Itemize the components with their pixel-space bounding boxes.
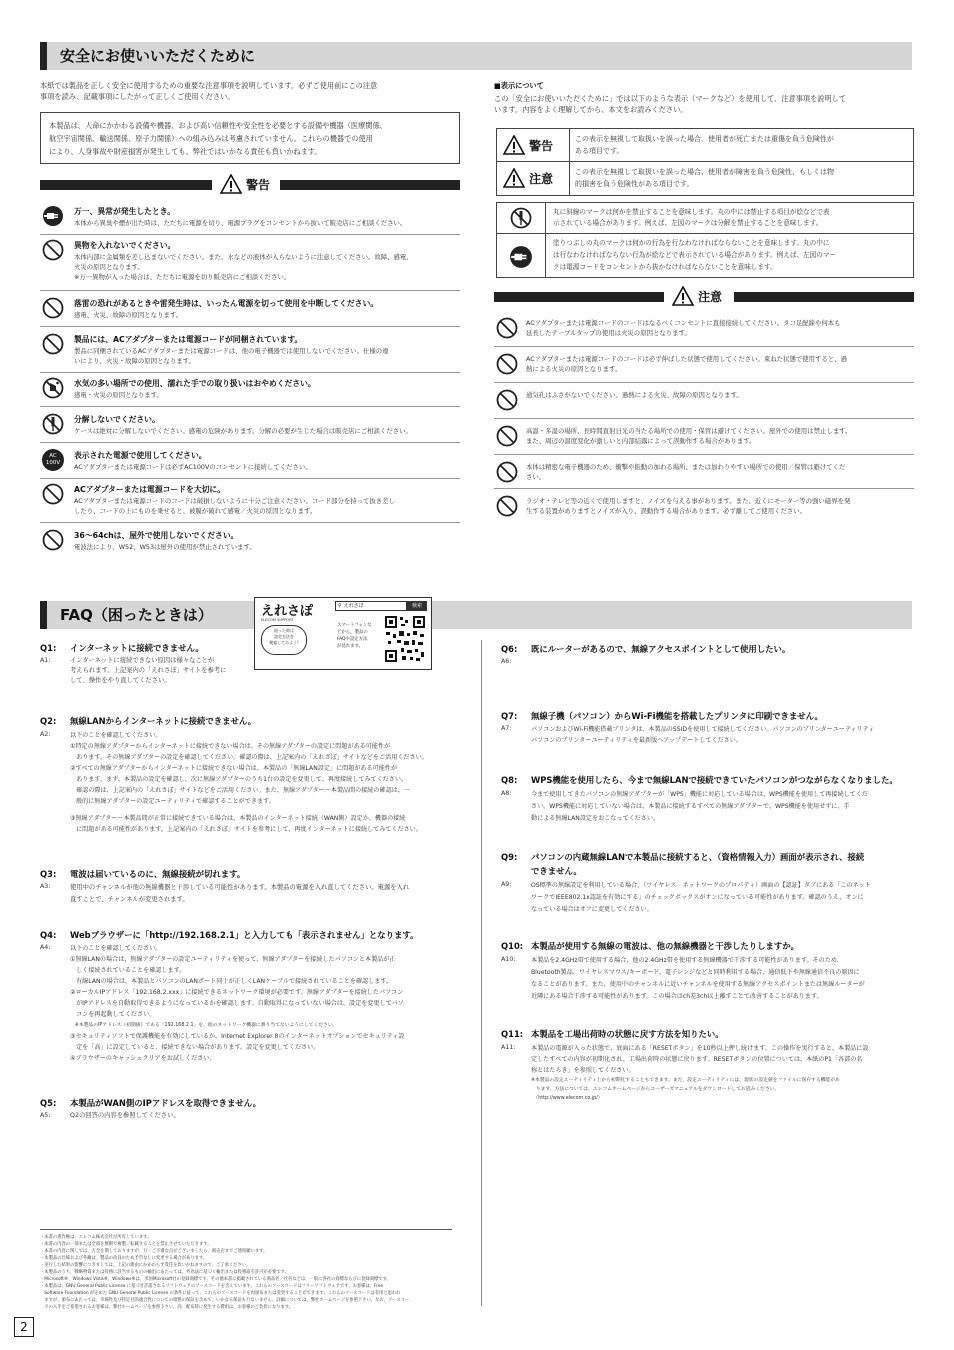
answer-line: Q2の回答の内容を参照してください。 (70, 1112, 180, 1119)
answer-line: Bluetooth製品、ワイヤレスマウス/キーボード、電子レンジなどと同時利用する場合、通信低下や無線通信不良の原因に (531, 969, 860, 976)
faq-question (501, 643, 790, 655)
caution-item (494, 386, 914, 419)
answer-line: して、操作をやり直してください。 (70, 677, 171, 684)
mark-text: 塗りつぶしの丸のマークは何かの行為を行なわなければならないことを意味します。丸の中に (553, 239, 830, 247)
warning-item (40, 480, 460, 523)
bubble-line: 検索してみよう! (269, 640, 299, 645)
answer-number: A1: (40, 657, 51, 664)
warning-text: いにより、火災・故障の原因となります。 (74, 357, 195, 365)
faq-answer (40, 730, 470, 845)
prohibited-icon (496, 461, 518, 483)
answer-line: 定したすべての内容が初期化され、工場出荷時の状態に戻ります。RESETボタンの位置については、本紙のP1「各部の名 (531, 1056, 863, 1063)
mark-text: 示されている場合があります。例えば、左図のマークは分解を禁止することを意味します。 (553, 219, 823, 227)
warning-item (40, 236, 460, 291)
warning-title: 異物を入れないでください。 (74, 241, 176, 250)
warning-title: ACアダプターまたは電源コードを大切に。 (74, 485, 226, 494)
question-number: Q2: (40, 716, 57, 726)
answer-number: A5: (40, 1112, 51, 1119)
question-text: 無線子機（パソコン）からWi-Fi機能を搭載したプリンタに印刷できません。 (531, 711, 823, 721)
footer-line: ・本製品のうち、戦略物資または役務に該当するものの輸出にあたっては、外為法に基づく輸出または役務取引許可が必要です。 (40, 1270, 289, 1275)
prohibited-icon (496, 353, 518, 375)
prohibited-icon (42, 483, 64, 505)
question-text: 本製品を工場出荷時の状態に戻す方法を知りたい。 (531, 1029, 724, 1039)
page-number: 2 (14, 1317, 34, 1337)
faq-answer (40, 882, 470, 908)
caution-text: また、周辺の温度変化が激しいと内部結露によって誤動作する場合があります。 (526, 437, 756, 445)
caution-item (494, 314, 914, 347)
question-text: パソコンの内蔵無線LANで本製品に接続すると、（資格情報入力）画面が表示され、接続 (531, 852, 865, 862)
warning-item (40, 202, 460, 235)
caution-text: ACアダプターまたは電源コードのコードはなるべくコンセントに直接接続してください。タコ足配線や何本も (526, 319, 841, 327)
no-disassembly-icon (42, 413, 64, 435)
side-line: FAQや設定方法 (337, 637, 368, 642)
eresaho-side-text (337, 622, 372, 650)
bubble-line: 困った時は (274, 628, 294, 633)
answer-line: ①無線LANの場合は、無線アダプターの設定ユーティリティを使って、無線アダプターを接続したパソコンと本製品が正 (70, 956, 396, 963)
side-line: が見れます。 (337, 644, 363, 649)
faq-question (40, 1097, 261, 1109)
mark-text: 丸に斜線のマークは何かを禁止することを意味します。丸の中には禁止する項目が絵などで表 (553, 208, 830, 216)
faq-question (501, 850, 864, 878)
answer-line: 定を「高」に設定していると、接続できない場合があります。設定を変更してください。 (70, 1044, 320, 1051)
question-text: 電波は届いているのに、無線接続が切れます。 (70, 869, 246, 879)
warning-text: 製品に同梱されているACアダプターまたは電源コードは、他の電子機器では使用しないでください。仕様の違 (74, 347, 389, 355)
question-number: Q5: (40, 1098, 57, 1108)
faq-answer (501, 880, 913, 916)
warning-header-label: 警告 (246, 178, 271, 192)
prohibited-icon (42, 297, 64, 319)
warning-item (40, 410, 460, 443)
eresaho-bubble (261, 625, 307, 655)
footer-line: ・実行した結果の影響につきましては、上記の理由にかかわらず責任を負いかねますので、ご了承ください。 (40, 1263, 251, 1268)
question-text: インターネットに接続できません。 (70, 643, 204, 653)
warning-title: 分解しないでください。 (74, 415, 160, 424)
answer-line: 以下のことを確認してください。 (70, 945, 162, 952)
caution-header-label: 注意 (698, 290, 723, 304)
faq-answer (501, 1043, 913, 1107)
question-number: Q8: (501, 775, 518, 785)
question-number: Q1: (40, 643, 57, 653)
caution-text: ラジオ・テレビ等の近くで使用しますと、ノイズを与える事があります。また、近くにモーター等の強い磁界を発 (526, 497, 851, 505)
warning-triangle-icon (220, 174, 242, 194)
answer-line: 使用中のチャンネルが他の無線機器と干渉している可能性があります。本製品の電源を入れ直してください。電源を入れ (70, 884, 410, 891)
notice-line: 航空宇宙関係、輸送関係、原子力関係）への組み込みは考慮されていません。これらの機器での使用 (49, 134, 373, 143)
side-line: スマートフォンな (337, 623, 372, 628)
safety-section-header (40, 42, 912, 70)
warning-text: ACアダプターまたは電源コードは必ずAC100Vのコンセントに接続してください。 (74, 463, 312, 471)
display-intro (494, 93, 919, 115)
warning-text: ACアダプターまたは電源コードのコードは破損しないように十分ご注意ください。コード部分を持って抜き差し (74, 497, 395, 505)
answer-line: に問題がある可能性があります。上記案内の「えれさぽ」サイトを参考にして、再度インターネットに接続してみてください。 (70, 826, 422, 833)
caution-header-bar-left (494, 292, 664, 302)
answer-line: コンを再起動してください。 (70, 1011, 156, 1018)
answer-number: A7: (501, 725, 512, 732)
answer-number: A4: (40, 944, 51, 951)
answer-number: A11: (501, 1044, 516, 1051)
question-number: Q4: (40, 930, 57, 940)
answer-line: ③セキュリティソフトで保護機能を有効にしているか、Internet Explorer 8のインターネットオプションでセキュリティ設 (70, 1033, 405, 1040)
level-text: ある項目です。 (575, 147, 624, 155)
faq-question (40, 642, 204, 654)
footer-line: ・本書の内容に関しては、万全を期しておりますが、万一ご不審な点がございましたら、販売店までご連絡願います。 (40, 1249, 268, 1254)
level-table (496, 128, 914, 196)
answer-line: 本製品の電源が入った状態で、底面にある「RESETボタン」を10秒以上押し続けます。この操作を実行すると、本製品に設 (531, 1045, 869, 1052)
ac100v-icon (42, 449, 64, 471)
warning-item (40, 330, 460, 373)
level-text: この表示を無視して取扱いを誤った場合、使用者が死亡または重傷を負う危険性が (575, 135, 834, 143)
faq-answer (40, 943, 470, 1073)
question-text-cont: できません。 (531, 866, 582, 876)
prohibited-icon (42, 239, 64, 261)
display-intro-line: います。内容をよく理解してから、本文をお読みください。 (494, 105, 688, 114)
no-wet-hands-icon (42, 377, 64, 399)
warning-text: 本体内部に金属類を差し込まないでください。また、水などの液体が入らないように注意してください。故障、感電、 (74, 253, 413, 261)
answer-line: あります。その無線アダプターの設定を確認してください。確認の際は、上記案内の「えれさぽ」サイトなどをご活用ください。 (70, 754, 428, 761)
intro-line: 事項を読み、記載事項にしたがって正しくご使用ください。 (40, 92, 235, 101)
question-number: Q6: (501, 644, 518, 654)
faq-question (501, 774, 898, 786)
caution-item (494, 492, 914, 522)
warning-title: 落雷の恐れがあるときや雷発生時は、いったん電源を切って使用を中断してください。 (74, 299, 379, 308)
caution-text: 延長したテーブルタップの使用は火災の原因となります。 (526, 329, 691, 337)
answer-line: ①特定の無線アダプターからインターネットに接続できない場合は、その無線アダプターの設定に問題がある可能性が (70, 743, 391, 750)
warning-title: 表示された電源で使用してください。 (74, 451, 207, 460)
footer-line: ・本製品の仕様および外観は、製品の改良のため予告なしに変更する場合があります。 (40, 1256, 208, 1261)
answer-number: A3: (40, 883, 51, 890)
faq-answer (40, 656, 250, 696)
display-heading: ■表示について (494, 81, 544, 90)
warning-triangle-icon (503, 135, 525, 155)
ac100v-icon-bottom: 100V (45, 460, 61, 466)
question-text: 既にルーターがあるので、無線アクセスポイントとして使用したい。 (531, 644, 791, 654)
header-block-mark (40, 42, 47, 70)
faq-answer (501, 657, 911, 669)
prohibited-icon (42, 333, 64, 355)
level-label-caution: 注意 (529, 172, 554, 186)
level-text: 的損害を負う危険性がある項目です。 (575, 180, 694, 188)
answer-line: ります。方法については、エレコムホームページからユーザーズマニュアルをダウンロードしてお読みください。 (531, 1087, 780, 1092)
display-intro-line: この「安全にお使いいただくために」では以下のような表示（マークなど）を使用して、注意事項を説明して (494, 94, 847, 103)
answer-number: A8: (501, 790, 512, 797)
answer-number: A10: (501, 956, 516, 963)
answer-line: 本製品を2.4GHz帯で使用する場合、他の2.4GHz帯を使用する無線機器で干渉する可能性があります。そのため、 (531, 957, 843, 964)
caution-text: 高温・多湿の場所、長時間直射日光の当たる場所での使用・保管は避けてください。屋外での使用は禁止します。 (526, 427, 852, 435)
warning-text: ケースは絶対に分解しないでください。感電の危険があります。分解の必要が生じた場合は販売店にご相談ください。 (74, 427, 412, 435)
faq-title: FAQ（困ったときは） (60, 606, 213, 624)
warning-header-bar-right (280, 180, 460, 190)
answer-line: 確認の際は、上記案内の「えれさぽ」サイトなどをご活用ください。また、無線アダプター～本製品間の接続の確認は、一 (70, 787, 410, 794)
faq-answer (501, 724, 913, 748)
level-label-warning: 警告 (529, 139, 554, 153)
answer-line: 般的に無線アダプターの設定ユーティリティで確認することができます。 (70, 798, 275, 805)
answer-number: A9: (501, 881, 512, 888)
notice-line: により、人身事故や財産損害が発生しても、弊社ではいかなる責任も負いかねます。 (49, 147, 322, 156)
warning-text: 本体から異臭や煙が出た時は、ただちに電源を切り、電源プラグをコンセントから抜いて販売店にご相談ください。 (74, 219, 407, 227)
question-number: Q11: (501, 1029, 524, 1039)
question-number: Q10: (501, 941, 524, 951)
faq-answer (501, 955, 913, 1003)
answer-line: 以下のことを確認してください。 (70, 732, 162, 739)
warning-text: 火災の原因となります。 (74, 263, 144, 271)
faq-question (40, 715, 256, 727)
warning-header (40, 178, 460, 192)
answer-line: ②すべての無線アダプターからインターネットに接続できない場合は、本製品の「無線LAN設定」に問題がある可能性が (70, 765, 397, 772)
question-number: Q7: (501, 711, 518, 721)
warning-item (40, 446, 460, 479)
warning-text: 電波法により、W52、W53は屋外の使用が禁止されています。 (74, 543, 256, 551)
footer-line: Software Foundation が定めた GNU General Public License の条件に従って、これらのソースコードを再頒布または変更することができます。これらのソースコードは有用と思われ (40, 1291, 401, 1296)
faq-answer (40, 1111, 470, 1123)
answer-line: インターネットに接続できない原因は様々なことが (70, 657, 215, 664)
caution-text: さい。 (526, 473, 546, 481)
answer-line: 考えられます。上記案内の「えれさぽ」サイトを参考に (70, 667, 227, 674)
footer-line: ・本書の内容の一部または全部を無断で複製／転載することを禁止させていただきます。 (40, 1242, 212, 1247)
caution-header (494, 290, 914, 304)
warning-item (40, 294, 460, 327)
unplug-icon (42, 205, 64, 227)
prohibited-icon (496, 425, 518, 447)
eresaho-logo: えれさぽ (261, 604, 314, 619)
warning-title: 水気の多い場所での使用、濡れた手での取り扱いはおやめください。 (74, 379, 316, 388)
search-icon: ⚲ (338, 603, 342, 609)
answer-line: 今まで使用してきたパソコンの無線アダプターが「WPS」機能に対応している場合は、WPS機能を使用して再接続してくだ (531, 791, 868, 798)
caution-item (494, 350, 914, 383)
warning-item (40, 374, 460, 407)
question-text: 無線LANからインターネットに接続できません。 (70, 716, 257, 726)
usage-notice-box (40, 112, 460, 164)
answer-line: パソコンおよびWi-Fi機能搭載プリンタは、本製品のSSIDを使用して接続してください。パソコンのプリンターユーティリティ (531, 726, 875, 733)
answer-line: なることがあります。また、使用中のチャンネルに近いチャンネルを使用する無線アクセスポイントまたは無線ルーターが (531, 981, 865, 988)
answer-line: がIPアドレスを自動取得できるようになっているかを確認します。自動取得になっていない場合は、設定を変更してパソ (70, 1000, 404, 1007)
no-disassembly-icon (510, 207, 532, 229)
question-text: Webブラウザーに「http://192.168.2.1」と入力しても「表示されません」となります。 (70, 930, 419, 940)
answer-number: A2: (40, 731, 51, 738)
caution-item (494, 422, 914, 455)
footer-line: ・本製品は、GNU General Public License に基づき許諾されるソフトウェアのソースコードを含んでいます。これらのソースコードはフリーソフトウェアです。お客様は、Free (40, 1284, 384, 1289)
answer-line: あります。まず、本製品の設定を確認し、次に無線アダプターのうち1台の設定を変更して、再度接続してみてください。 (70, 776, 408, 783)
answer-line: ④ブラウザーのキャッシュクリアをお試しください。 (70, 1055, 216, 1062)
safety-title: 安全にお使いいただくために (60, 47, 256, 65)
footer-line: ますが、頒布にあたっては、市場性及び特定目的適合性についての暗黙の保証を含めて、いかなる保証も行ないません。詳細については、弊社ホームページを参照下さい。なお、ソースコー (40, 1298, 410, 1303)
caution-text: ACアダプターまたは電源コードのコードは必ず伸ばした状態で使用してください。束ねた状態で使用すると、過 (526, 355, 847, 363)
question-text: WPS機能を使用したら、今まで無線LANで接続できていたパソコンがつながらなくなりました。 (531, 775, 898, 785)
caution-text: 生する装置がありますとノイズが入り、誤動作する場合があります。必ず離してご使用ください。 (526, 507, 807, 515)
question-text: 本製品が使用する無線の電波は、他の無線機器と干渉したりしますか。 (531, 941, 799, 951)
caution-text: 通気孔はふさがないでください。過熱による火災、故障の原因となります。 (526, 391, 743, 399)
warning-text: 感電、火災、故障の原因となります。 (74, 311, 183, 319)
mark-table (496, 202, 914, 278)
warning-title: 製品には、ACアダプターまたは電源コードが同梱されています。 (74, 335, 303, 344)
warning-text: ※万一異物が入った場合は、ただちに電源を切り販売店にご相談ください。 (74, 273, 291, 281)
caution-text: 熱による火災の原因となります。 (526, 365, 622, 373)
faq-question (501, 940, 799, 952)
qr-code-icon[interactable] (383, 614, 427, 664)
prohibited-icon (496, 317, 518, 339)
warning-title: 36～64chは、屋外で使用しないでください。 (74, 531, 239, 540)
header-block-mark (40, 601, 47, 629)
column-divider (481, 640, 482, 1306)
answer-line: 直すことで、チャンネルが変更されます。 (70, 896, 189, 903)
intro-line: 本紙では製品を正しく安全に使用するための重要な注意事項を説明しています。必ずご使用前にこの注意 (40, 81, 378, 90)
ac100v-icon-top: AC (49, 453, 57, 459)
prohibited-icon (496, 389, 518, 411)
warning-item (40, 526, 460, 556)
faq-section-header (40, 601, 912, 629)
faq-question (40, 929, 418, 941)
footer-line: ・本書の著作権は、エレコム株式会社が所有しています。 (40, 1235, 152, 1240)
answer-line: 称とはたらき」を参照してください。 (531, 1067, 635, 1074)
warning-text: 感電・火災の原因となります。 (74, 391, 163, 399)
mark-text: は行なわなければならない行為が絵などで表示されている場合があります。例えば、左図のマー (553, 251, 837, 259)
mark-text: クは電源コードをコンセントから抜かなければならないことを意味します。 (553, 263, 777, 271)
faq-answer (501, 789, 913, 825)
answer-line: ※本製品の設定ユーティリティ上から初期化することもできます。また、設定ユーティリティには、現状の設定値をファイルに保存する機能があ (531, 1078, 840, 1083)
warning-text: したり、コードの上にものを乗せると、被膜が破れて感電／火災の原因となります。 (74, 507, 317, 515)
notice-line: 本製品は、人命にかかわる設備や機器、および高い信頼性や安全性を必要とする設備や機器（医療関係、 (49, 121, 387, 130)
footer-notes (40, 1234, 460, 1311)
warning-title: 万一、異常が発生したとき。 (74, 207, 176, 216)
faq-question (501, 710, 823, 722)
caution-triangle-icon (503, 168, 525, 188)
search-button[interactable]: 検索 (407, 601, 427, 611)
eresaho-panel (254, 597, 432, 670)
answer-line: パソコンのプリンターユーティリティを最新版へアップデートしてください。 (531, 737, 742, 744)
caution-item (494, 458, 914, 489)
answer-line: しく接続されていることを確認します。 (70, 967, 186, 974)
bubble-line: 設定方法を (274, 634, 294, 639)
answer-line: さい。WPS機能に対応していない場合は、本製品に接続するすべての無線アダプターで、WPS機能を使用せずに、手 (531, 803, 850, 810)
prohibited-icon (42, 529, 64, 551)
answer-line: ワークでIEEE802.1x認証を有効にする」のチェックボックスがオンになっている可能性があります。確認のうえ、オンに (531, 894, 864, 901)
prohibited-icon (496, 495, 518, 517)
level-text: この表示を無視して取扱いを誤った場合、使用者が障害を負う危険性、もしくは物 (575, 168, 834, 176)
footer-line: ドの入手をご希望されるお客様は、弊社ホームページを参照下さい。尚、配布時に発生する費用は、お客様のご負担になります。 (40, 1305, 294, 1310)
safety-intro (40, 80, 465, 102)
answer-line: 動による無線LAN設定をおこなってください。 (531, 815, 660, 822)
answer-line: 有線LANの場合は、本製品とパソコンのLANポート同士が正しくLANケーブルで接続されていることを確認します。 (70, 978, 393, 985)
footer-rule (40, 1229, 452, 1230)
search-input[interactable] (335, 601, 407, 611)
caution-header-bar-right (734, 292, 914, 302)
side-line: どから、製品の (337, 630, 368, 635)
question-number: Q3: (40, 869, 57, 879)
answer-line: 近隣にある場合干渉する可能性があります。この場合はch差3ch以上離すことで改善することがあります。 (531, 993, 823, 1000)
faq-question (501, 1028, 724, 1040)
question-text: 本製品がWAN側のIPアドレスを取得できません。 (70, 1098, 261, 1108)
footer-line: ・Microsoft®、Windows Vista®、Windows®は、米国Microsoft社の登録商標です。その他本書に掲載されている商品名／社名などは、一般に各社の商標ならびに登録商標です。 (40, 1277, 391, 1282)
answer-line: ②ローカルIPアドレス「192.168.2.xxx」に接続できるネットワーク環境が必要です。無線アダプターを接続したパソコン (70, 989, 404, 996)
question-number: Q9: (501, 852, 518, 862)
caution-triangle-icon (672, 286, 694, 306)
unplug-icon (509, 245, 533, 269)
answer-line: OS標準の無線設定を利用している場合、（ワイヤレス ネットワークのプロパティ）画面の【認証】タブにある「このネット (531, 882, 871, 889)
warning-header-bar-left (40, 180, 212, 190)
eresaho-logo-sub: ELECOM SUPPORT (261, 618, 294, 622)
search-input-text: えれさぽ (343, 603, 364, 609)
answer-number: A6: (501, 658, 512, 665)
answer-line: なっている場合はオフに変更してください。 (531, 906, 653, 913)
answer-line: （http://www.elecom.co.jp/） (531, 1096, 603, 1101)
caution-text: 本体は精密な電子機器のため、衝撃や振動の加わる場所、または加わりやすい場所での使用／保管は避けてくだ (526, 463, 846, 471)
answer-line: ③無線アダプター～本製品間が正常に接続できている場合は、本製品のインターネット接続（WAN側）設定か、機器の接続 (70, 815, 406, 822)
answer-line: ※本製品のIPアドレス（初期値）である「192.168.2.1」を、他のネットワーク機器に割り当てないようにしてください。 (70, 1023, 338, 1028)
faq-question (40, 868, 245, 880)
